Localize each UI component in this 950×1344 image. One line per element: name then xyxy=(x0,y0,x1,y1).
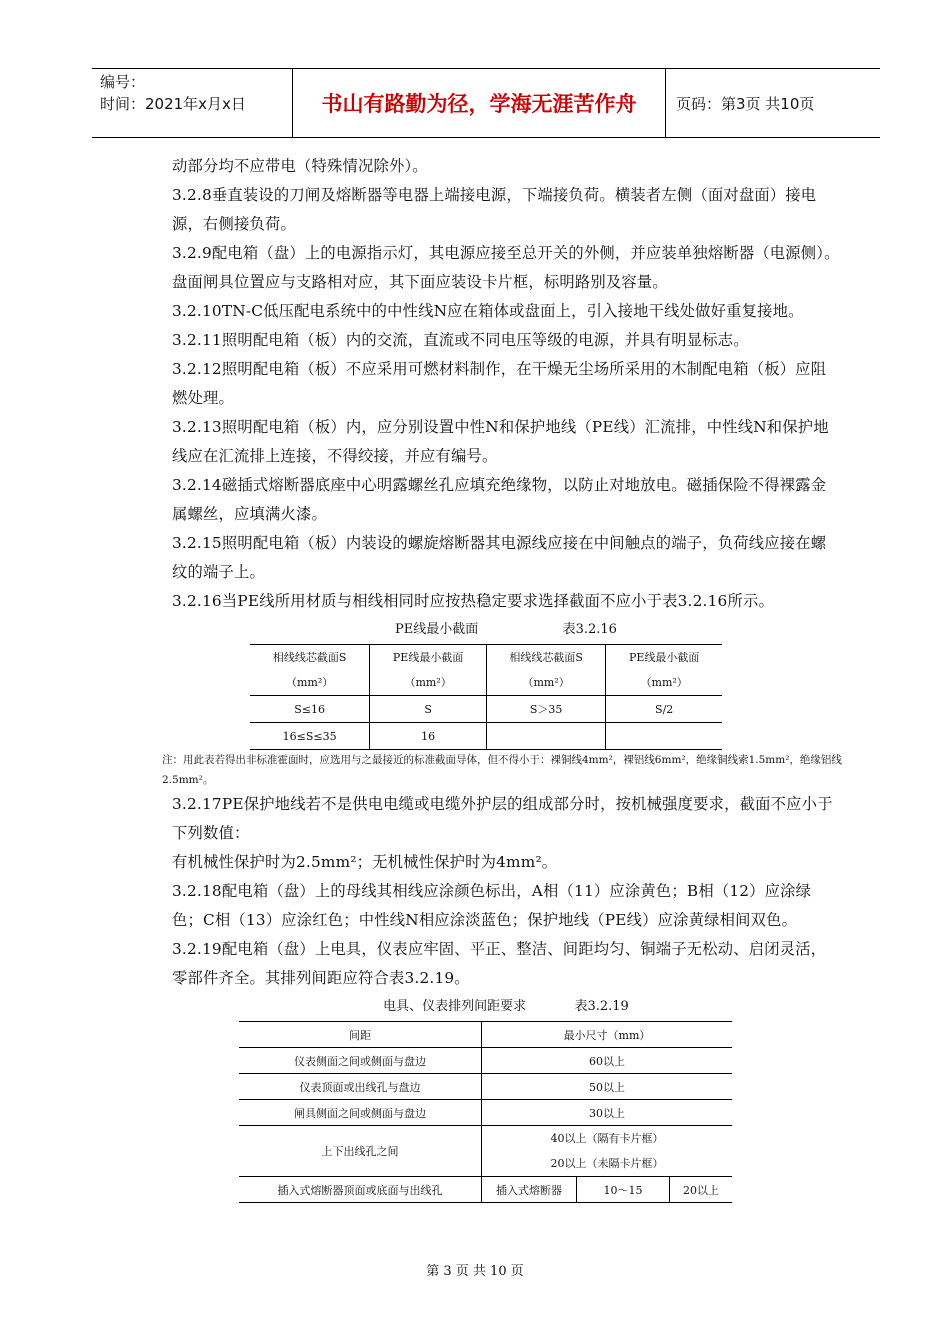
cell-line: 20以上（未隔卡片框） xyxy=(550,1157,664,1170)
table2-caption xyxy=(172,996,840,1018)
table-row xyxy=(239,1048,732,1074)
table1-note: 注：用此表若得出非标准霍面时，应选用与之最接近的标准截面导体，但不得小于：裸铜线4mm²，裸铝线6mm²，绝缘铜线索1.5mm²，绝缘铝线2.5mm²。 xyxy=(162,754,842,786)
table-cell xyxy=(482,1126,733,1177)
table-row xyxy=(239,1074,732,1100)
table-row xyxy=(250,723,722,750)
cell-line: 40以上（隔有卡片框） xyxy=(550,1132,664,1145)
table-cell: 闸具侧面之间或侧面与盘边 xyxy=(239,1100,482,1126)
header-meta xyxy=(92,69,292,137)
paragraph: 3.2.12照明配电箱（板）不应采用可燃材料制作，在干燥无尘场所采用的木制配电箱（板）应阻燃处理。 xyxy=(172,360,827,407)
table-cell: 插入式熔断器顶面或底面与出线孔 xyxy=(277,1183,443,1197)
paragraph: 3.2.18配电箱（盘）上的母线其相线应涂颜色标出，A相（11）应涂黄色；B相（12）应涂绿色；C相（13）应涂红色；中性线N相应涂淡蓝色；保护地线（PE线）应涂黄绿相间双色。 xyxy=(172,882,812,929)
table-header-cell: PE线最小截面（mm²） xyxy=(370,645,487,696)
paragraph: 3.2.14磁插式熔断器底座中心明露螺丝孔应填充绝缘物，以防止对地放电。磁插保险不得裸露金属螺丝，应填满火漆。 xyxy=(172,476,827,523)
table-cell xyxy=(486,723,605,750)
table-cell: S xyxy=(370,696,487,723)
table-cell: 20以上 xyxy=(670,1177,733,1203)
table-row xyxy=(239,1126,732,1177)
header-page-label: 页码：第3页 共10页 xyxy=(676,94,815,113)
table2-title: 电具、仪表排列间距要求 xyxy=(383,999,527,1014)
paragraph: 3.2.17PE保护地线若不是供电电缆或电缆外护层的组成部分时，按机械强度要求，截面不应小于下列数值： xyxy=(172,795,833,842)
table-row xyxy=(250,696,722,723)
table2-number: 表3.2.19 xyxy=(574,999,629,1014)
table-row xyxy=(239,1177,732,1203)
table1-caption xyxy=(172,619,840,641)
paragraph: 有机械性保护时为2.5mm²；无机械性保护时为4mm²。 xyxy=(172,853,558,871)
table-cell: S/2 xyxy=(606,696,722,723)
paragraph: 3.2.10TN-C低压配电系统中的中性线N应在箱体或盘面上，引入接地干线处做好重复接地。 xyxy=(172,302,804,320)
table-header-row xyxy=(250,645,722,696)
table-cell: 50以上 xyxy=(482,1074,733,1100)
table-cell: 插入式熔断器 xyxy=(482,1177,577,1203)
table-cell xyxy=(606,723,722,750)
table1-number: 表3.2.16 xyxy=(562,622,617,637)
paragraph: 3.2.13照明配电箱（板）内，应分别设置中性N和保护地线（PE线）汇流排，中性线N和保护地线应在汇流排上连接，不得绞接，并应有编号。 xyxy=(172,418,829,465)
table-cell: 10～15 xyxy=(577,1177,670,1203)
paragraph: 3.2.8垂直装设的刀闸及熔断器等电器上端接电源，下端接负荷。横装者左侧（面对盘面）接电源，右侧接负荷。 xyxy=(172,186,817,233)
table-header-row xyxy=(239,1022,732,1048)
paragraph: 3.2.9配电箱（盘）上的电源指示灯，其电源应接至总开关的外侧，并应装单独熔断器（电源侧）。盘面闸具位置应与支路相对应，其下面应装设卡片框，标明路别及容量。 xyxy=(172,244,840,291)
time-label: 时间：2021年x月x日 xyxy=(100,95,246,113)
pe-section-table xyxy=(250,644,722,750)
paragraph: 动部分均不应带电（特殊情况除外）。 xyxy=(172,157,428,175)
paragraph: 3.2.19配电箱（盘）上电具，仪表应牢固、平正、整洁、间距均匀、铜端子无松动、启闭灵活，零部件齐全。其排列间距应符合表3.2.19。 xyxy=(172,940,827,987)
table1-title: PE线最小截面 xyxy=(395,622,479,637)
table-cell: S＞35 xyxy=(486,696,605,723)
table-header-cell: 相线线芯截面S（mm²） xyxy=(250,645,370,696)
table-cell: 上下出线孔之间 xyxy=(239,1126,482,1177)
document-body xyxy=(162,152,842,1203)
paragraph: 3.2.16当PE线所用材质与相线相同时应按热稳定要求选择截面不应小于表3.2.16所示。 xyxy=(172,592,774,610)
footer-page-number: 第 3 页 共 10 页 xyxy=(426,1264,524,1279)
number-label: 编号： xyxy=(100,73,146,91)
paragraph: 3.2.11照明配电箱（板）内的交流，直流或不同电压等级的电源，并具有明显标志。 xyxy=(172,331,749,349)
table-header-cell: 间距 xyxy=(239,1022,482,1048)
header-slogan: 书山有路勤为径，学海无涯苦作舟 xyxy=(292,69,666,137)
spacing-table xyxy=(239,1021,732,1203)
table-cell: 仪表侧面之间或侧面与盘边 xyxy=(239,1048,482,1074)
table-cell: 60以上 xyxy=(482,1048,733,1074)
table-header-cell: 最小尺寸（mm） xyxy=(482,1022,733,1048)
table-cell: 仪表顶面或出线孔与盘边 xyxy=(239,1074,482,1100)
table-cell: 16 xyxy=(370,723,487,750)
table-header-cell: PE线最小截面（mm²） xyxy=(606,645,722,696)
table-row xyxy=(239,1100,732,1126)
table-cell: S≤16 xyxy=(250,696,370,723)
paragraph: 3.2.15照明配电箱（板）内装设的螺旋熔断器其电源线应接在中间触点的端子，负荷线应接在螺纹的端子上。 xyxy=(172,534,827,581)
page-header xyxy=(92,68,880,138)
table-cell: 30以上 xyxy=(482,1100,733,1126)
table-cell: 16≤S≤35 xyxy=(282,729,337,743)
page-footer xyxy=(0,1260,950,1279)
table-header-cell: 相线线芯截面S（mm²） xyxy=(486,645,605,696)
